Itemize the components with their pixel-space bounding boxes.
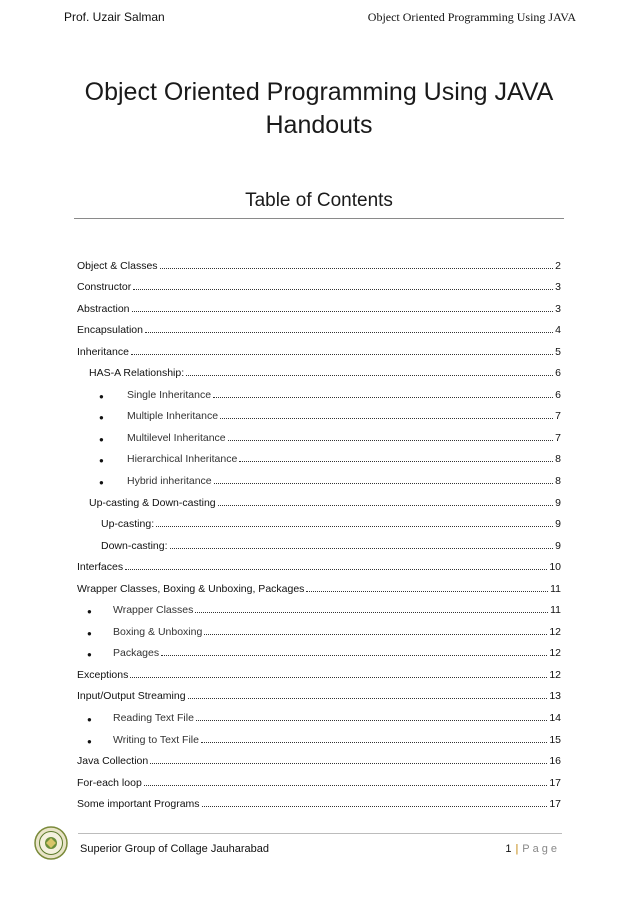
- toc-leader: [160, 267, 554, 269]
- toc-leader: [186, 374, 553, 376]
- toc-entry-page: 8: [555, 475, 561, 488]
- toc-entry-page: 9: [555, 518, 561, 531]
- toc-entry-page: 6: [555, 367, 561, 380]
- toc-entry[interactable]: [77, 250, 561, 272]
- title-line-1: Object Oriented Programming Using JAVA: [84, 78, 554, 106]
- toc-entry-page: 17: [549, 798, 561, 811]
- toc-entry[interactable]: [77, 681, 561, 703]
- bullet-icon: ●: [99, 434, 104, 444]
- toc-entry-label: Abstraction: [77, 302, 130, 315]
- header-author: Prof. Uzair Salman: [64, 10, 165, 24]
- toc-entry-page: 17: [549, 776, 561, 789]
- toc-leader: [145, 331, 553, 333]
- toc-entry-label: Writing to Text File: [113, 733, 199, 746]
- toc-entry-page: 4: [555, 324, 561, 337]
- college-seal-logo: [34, 826, 68, 860]
- toc-entry-page: 3: [555, 281, 561, 294]
- toc-leader: [131, 353, 553, 355]
- toc-entry[interactable]: [77, 573, 561, 595]
- toc-leader: [228, 439, 554, 441]
- toc-entry-label: Some important Programs: [77, 798, 200, 811]
- toc-entry-page: 3: [555, 302, 561, 315]
- toc-entry-page: 12: [549, 647, 561, 660]
- footer-institution: Superior Group of Collage Jauharabad: [80, 843, 269, 855]
- toc-entry-page: 15: [549, 733, 561, 746]
- toc-entry-label: Up-casting:: [101, 518, 155, 531]
- toc-entry-page: 6: [555, 388, 561, 401]
- toc-entry[interactable]: [77, 509, 561, 531]
- toc-entry-label: Java Collection: [77, 755, 149, 768]
- toc-entry-label: HAS-A Relationship:: [89, 367, 185, 380]
- toc-entry-label: Object & Classes: [77, 259, 158, 272]
- toc-entry[interactable]: [77, 616, 561, 638]
- toc-leader: [125, 568, 547, 570]
- toc-entry[interactable]: [77, 422, 561, 444]
- toc-entry-page: 9: [555, 539, 561, 552]
- toc-entry-label: Hierarchical Inheritance: [127, 453, 238, 466]
- document-title: [60, 76, 578, 142]
- toc-heading: Table of Contents: [74, 190, 564, 219]
- page-number: 1: [505, 843, 512, 855]
- toc-leader: [196, 719, 547, 721]
- toc-entry-page: 12: [549, 625, 561, 638]
- toc-entry[interactable]: [77, 638, 561, 660]
- toc-leader: [188, 697, 548, 699]
- table-of-contents: [77, 250, 561, 810]
- toc-entry[interactable]: [77, 293, 561, 315]
- toc-entry-label: Reading Text File: [113, 712, 194, 725]
- header-course-title: Object Oriented Programming Using JAVA: [367, 10, 576, 24]
- toc-leader: [195, 611, 548, 613]
- toc-entry[interactable]: [77, 401, 561, 423]
- toc-entry-label: Hybrid inheritance: [127, 475, 212, 488]
- toc-leader: [144, 784, 548, 786]
- toc-entry-label: Multiple Inheritance: [127, 410, 219, 423]
- toc-entry-page: 13: [549, 690, 561, 703]
- toc-leader: [213, 396, 553, 398]
- toc-entry-label: Multilevel Inheritance: [127, 431, 226, 444]
- title-line-2: Handouts: [265, 111, 373, 139]
- toc-entry-page: 5: [555, 345, 561, 358]
- toc-entry[interactable]: [77, 379, 561, 401]
- toc-leader: [130, 676, 547, 678]
- bullet-icon: ●: [99, 478, 104, 488]
- toc-leader: [170, 547, 554, 549]
- toc-entry-page: 8: [555, 453, 561, 466]
- toc-entry-label: Inheritance: [77, 345, 129, 358]
- bullet-icon: ●: [87, 607, 92, 617]
- page-separator: |: [515, 843, 519, 855]
- toc-entry[interactable]: [77, 358, 561, 380]
- toc-leader: [204, 633, 547, 635]
- toc-entry[interactable]: [77, 272, 561, 294]
- toc-entry[interactable]: [77, 659, 561, 681]
- toc-entry-label: Constructor: [77, 281, 132, 294]
- toc-leader: [220, 417, 553, 419]
- bullet-icon: ●: [99, 456, 104, 466]
- toc-entry-label: Input/Output Streaming: [77, 690, 186, 703]
- toc-leader: [161, 654, 547, 656]
- toc-leader: [132, 310, 554, 312]
- toc-leader: [218, 504, 554, 506]
- toc-entry[interactable]: [77, 789, 561, 811]
- toc-entry-page: 11: [550, 582, 561, 595]
- toc-leader: [133, 288, 553, 290]
- toc-entry-label: Packages: [113, 647, 160, 660]
- toc-entry-page: 9: [555, 496, 561, 509]
- toc-leader: [239, 460, 553, 462]
- toc-entry-page: 16: [549, 755, 561, 768]
- toc-entry-label: Interfaces: [77, 561, 124, 574]
- bullet-icon: ●: [87, 628, 92, 638]
- footer-page-indicator: [505, 843, 560, 855]
- bullet-icon: ●: [99, 391, 104, 401]
- toc-entry-label: Wrapper Classes, Boxing & Unboxing, Packages: [77, 582, 305, 595]
- toc-entry[interactable]: [77, 595, 561, 617]
- toc-entry-label: Single Inheritance: [127, 388, 212, 401]
- toc-entry-label: Boxing & Unboxing: [113, 625, 203, 638]
- toc-entry[interactable]: [77, 702, 561, 724]
- toc-leader: [150, 762, 547, 764]
- toc-entry[interactable]: [77, 444, 561, 466]
- toc-entry[interactable]: [77, 724, 561, 746]
- toc-entry-label: Down-casting:: [101, 539, 168, 552]
- toc-entry-page: 7: [555, 410, 561, 423]
- toc-entry[interactable]: [77, 487, 561, 509]
- toc-entry-page: 11: [550, 604, 561, 617]
- toc-entry-label: Wrapper Classes: [113, 604, 194, 617]
- toc-entry-page: 14: [549, 712, 561, 725]
- toc-entry-label: Up-casting & Down-casting: [89, 496, 216, 509]
- toc-entry-page: 7: [555, 431, 561, 444]
- toc-leader: [202, 805, 548, 807]
- page-word: Page: [522, 843, 560, 855]
- toc-entry[interactable]: [77, 746, 561, 768]
- toc-entry[interactable]: [77, 315, 561, 337]
- footer-divider: [78, 833, 562, 834]
- toc-entry[interactable]: [77, 336, 561, 358]
- toc-leader: [214, 482, 554, 484]
- bullet-icon: ●: [99, 413, 104, 423]
- toc-leader: [156, 525, 553, 527]
- toc-entry-page: 12: [549, 668, 561, 681]
- bullet-icon: ●: [87, 650, 92, 660]
- toc-entry-label: For-each loop: [77, 776, 142, 789]
- toc-entry[interactable]: [77, 767, 561, 789]
- toc-entry-label: Exceptions: [77, 668, 129, 681]
- toc-leader: [306, 590, 548, 592]
- toc-entry-page: 10: [549, 561, 561, 574]
- bullet-icon: ●: [87, 715, 92, 725]
- toc-entry[interactable]: [77, 465, 561, 487]
- toc-entry-page: 2: [555, 259, 561, 272]
- toc-leader: [201, 741, 547, 743]
- bullet-icon: ●: [87, 736, 92, 746]
- toc-entry[interactable]: [77, 552, 561, 574]
- toc-entry-label: Encapsulation: [77, 324, 143, 337]
- toc-entry[interactable]: [77, 530, 561, 552]
